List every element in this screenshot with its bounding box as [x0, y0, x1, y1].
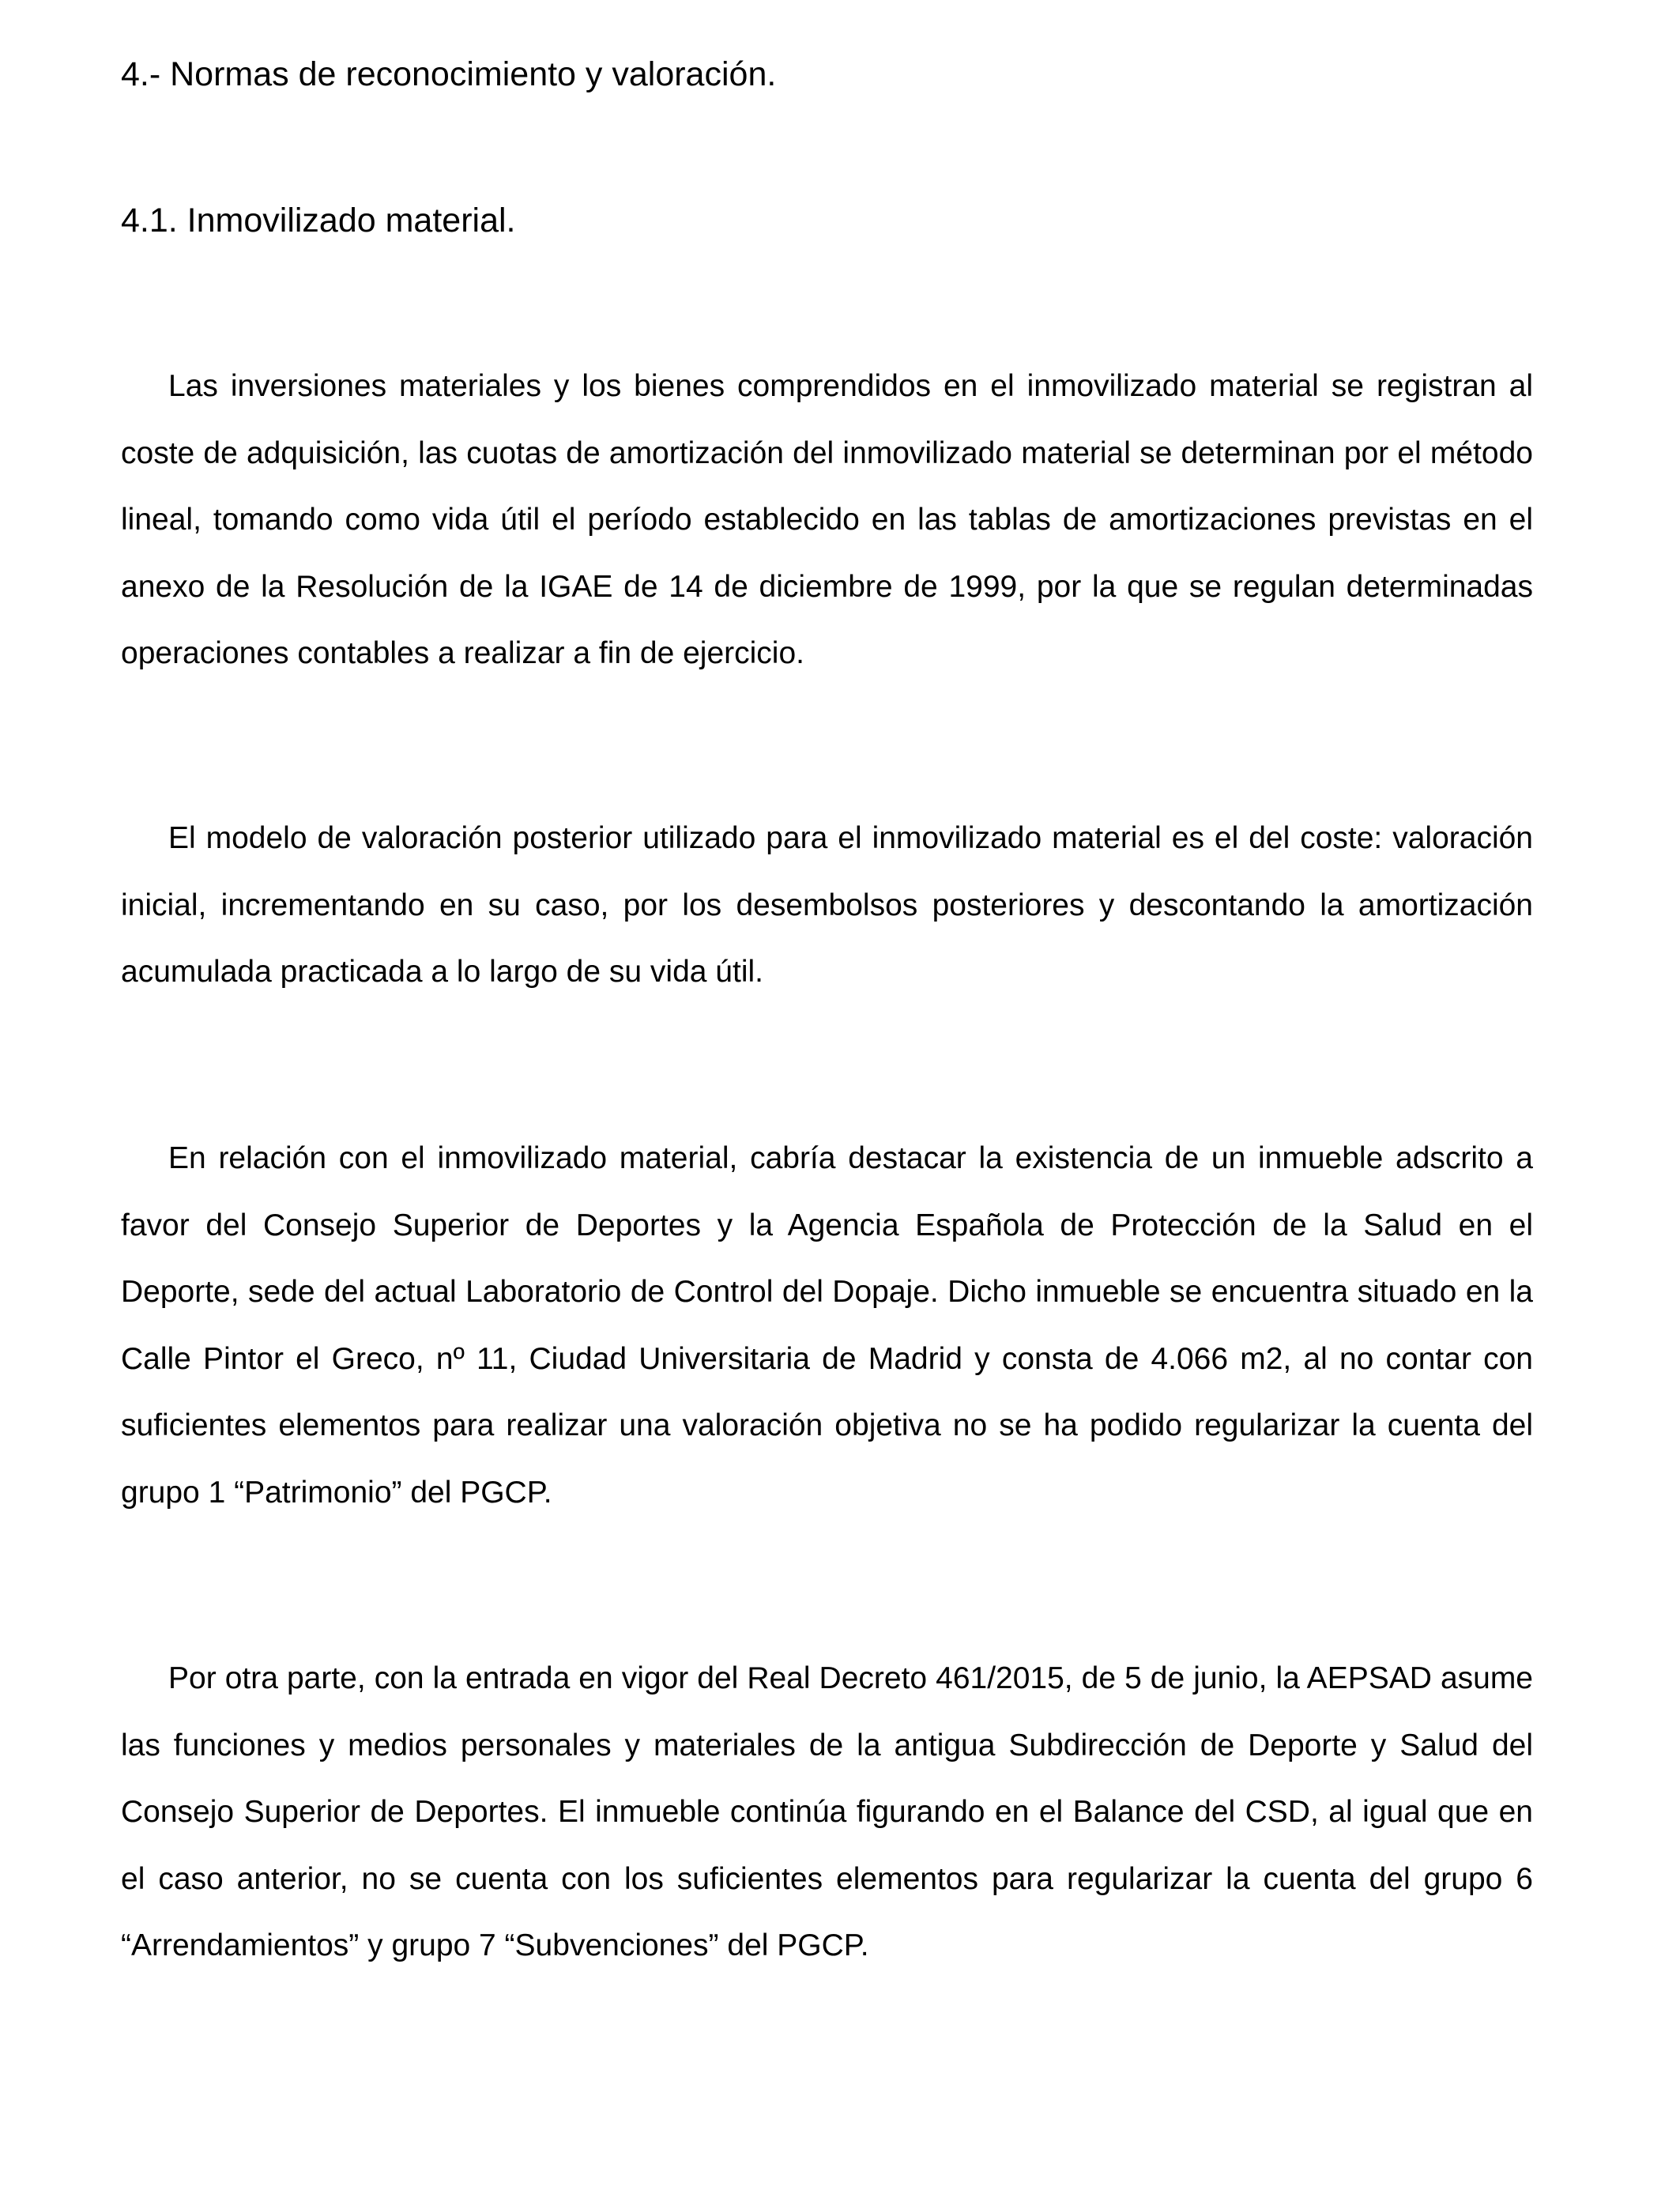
- paragraph-building-assignment: En relación con el inmovilizado material, cabría destacar la existencia de un inmueble adscrito a favor del Consejo Superior de Deportes y la Agencia Española de Protección de la Salud en el Deporte, sede del actual Laboratorio de Control del Dopaje. Dicho inmueble se encuentra situado en la Calle Pintor el Greco, nº 11, Ciudad Universitaria de Madrid y consta de 4.066 m2, al no contar con suficientes elementos para realizar una valoración objetiva no se ha podido regularizar la cuenta del grupo 1 “Patrimonio” del PGCP.: [121, 1141, 1533, 1510]
- paragraph-depreciation-method: Las inversiones materiales y los bienes comprendidos en el inmovilizado material se registran al coste de adquisición, las cuotas de amortización del inmovilizado material se determinan por el método lineal, tomando como vida útil el período establecido en las tablas de amortizaciones previstas en el anexo de la Resolución de la IGAE de 14 de diciembre de 1999, por la que se regulan determinadas operaciones contables a realizar a fin de ejercicio.: [121, 369, 1533, 670]
- paragraph-royal-decree: Por otra parte, con la entrada en vigor del Real Decreto 461/2015, de 5 de junio, la AEPSAD asume las funciones y medios personales y materiales de la antigua Subdirección de Deporte y Salud del Consejo Superior de Deportes. El inmueble continúa figurando en el Balance del CSD, al igual que en el caso anterior, no se cuenta con los suficientes elementos para regularizar la cuenta del grupo 6 “Arrendamientos” y grupo 7 “Subvenciones” del PGCP.: [121, 1661, 1533, 1962]
- subsection-heading: 4.1. Inmovilizado material.: [121, 202, 516, 239]
- paragraph-valuation-model: El modelo de valoración posterior utilizado para el inmovilizado material es el del coste: valoración inicial, incrementando en su caso, por los desembolsos posteriores y descontando la amortización acumulada practicada a lo largo de su vida útil.: [121, 821, 1533, 989]
- section-heading: 4.- Normas de reconocimiento y valoración.: [121, 55, 777, 93]
